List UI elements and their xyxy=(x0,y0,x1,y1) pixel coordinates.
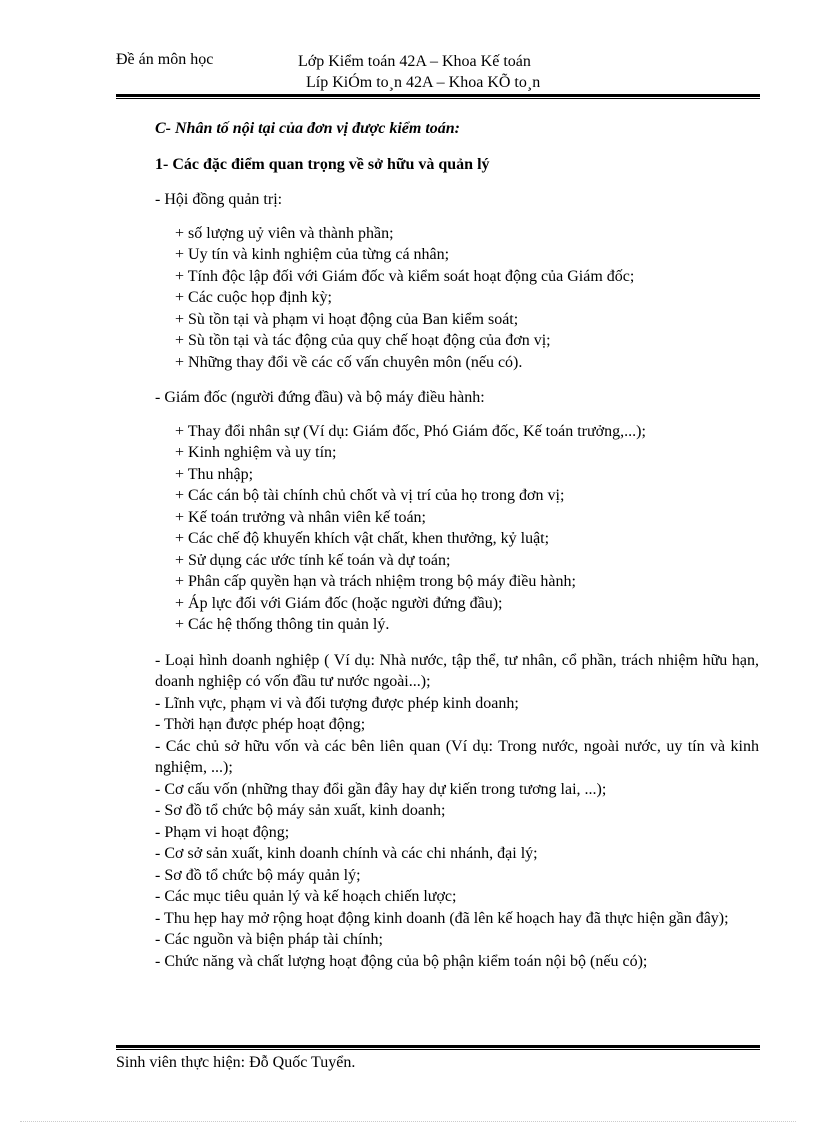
list-item: + Kinh nghiệm và uy tín; xyxy=(175,442,759,464)
list-item: - Thời hạn được phép hoạt động; xyxy=(155,714,759,736)
board-title: - Hội đồng quản trị: xyxy=(155,191,283,208)
list-item: - Sơ đồ tổ chức bộ máy sản xuất, kinh doanh; xyxy=(155,800,759,822)
list-item: + số lượng uỷ viên và thành phần; xyxy=(175,223,759,245)
page-content xyxy=(155,118,759,972)
list-item: + Các cuộc họp định kỳ; xyxy=(175,287,759,309)
list-item: - Chức năng và chất lượng hoạt động của bộ phận kiểm toán nội bộ (nếu có); xyxy=(155,951,759,973)
footer-rule-thick xyxy=(116,1045,760,1048)
page-edge-divider xyxy=(20,1121,796,1122)
header-class-line-garbled: Líp KiÓm to¸n 42A – Khoa KÕ to¸n xyxy=(306,74,541,91)
list-item: + Các hệ thống thông tin quản lý. xyxy=(175,614,759,636)
list-item: - Cơ cấu vốn (những thay đổi gần đây hay dự kiến trong tương lai, ...); xyxy=(155,779,759,801)
footer-author: Sinh viên thực hiện: Đỗ Quốc Tuyển. xyxy=(116,1054,356,1071)
list-item: + Áp lực đối với Giám đốc (hoặc người đứng đầu); xyxy=(175,593,759,615)
list-item: + Sù tồn tại và tác động của quy chế hoạt động của đơn vị; xyxy=(175,330,759,352)
board-list xyxy=(175,223,759,374)
list-item: + Sử dụng các ước tính kế toán và dự toán; xyxy=(175,550,759,572)
director-list xyxy=(175,421,759,636)
list-item: + Kế toán trưởng và nhân viên kế toán; xyxy=(175,507,759,529)
header-class-line: Lớp Kiểm toán 42A – Khoa Kế toán xyxy=(298,53,531,70)
list-item: - Các chủ sở hữu vốn và các bên liên quan (Ví dụ: Trong nước, ngoài nước, uy tín và kinh nghiệm, ...); xyxy=(155,736,759,779)
list-item: - Cơ sở sản xuất, kinh doanh chính và các chi nhánh, đại lý; xyxy=(155,843,759,865)
list-item: - Sơ đồ tổ chức bộ máy quản lý; xyxy=(155,865,759,887)
list-item: + Các cán bộ tài chính chủ chốt và vị trí của họ trong đơn vị; xyxy=(175,485,759,507)
list-item: + Thu nhập; xyxy=(175,464,759,486)
list-item: - Các nguồn và biện pháp tài chính; xyxy=(155,929,759,951)
list-item: + Phân cấp quyền hạn và trách nhiệm trong bộ máy điều hành; xyxy=(175,571,759,593)
header-rule-thin xyxy=(116,98,760,99)
list-item: - Lĩnh vực, phạm vi và đối tượng được phép kinh doanh; xyxy=(155,693,759,715)
list-item: + Tính độc lập đối với Giám đốc và kiểm soát hoạt động của Giám đốc; xyxy=(175,266,759,288)
list-item: + Thay đổi nhân sự (Ví dụ: Giám đốc, Phó Giám đốc, Kế toán trưởng,...); xyxy=(175,421,759,443)
footer-rule-thin xyxy=(116,1049,760,1050)
list-item: - Các mục tiêu quản lý và kế hoạch chiến lược; xyxy=(155,886,759,908)
list-item: + Uy tín và kinh nghiệm của từng cá nhân; xyxy=(175,244,759,266)
section-title: C- Nhân tố nội tại của đơn vị được kiểm toán: xyxy=(155,120,460,137)
header-class-info xyxy=(298,51,540,93)
list-item: - Thu hẹp hay mở rộng hoạt động kinh doanh (đã lên kế hoạch hay đã thực hiện gần đây); xyxy=(155,908,759,930)
list-item: + Các chế độ khuyến khích vật chất, khen thưởng, kỷ luật; xyxy=(175,528,759,550)
subsection-title: 1- Các đặc điểm quan trọng về sở hữu và quản lý xyxy=(155,155,490,173)
director-title: - Giám đốc (người đứng đầu) và bộ máy điều hành: xyxy=(155,389,485,406)
header-rule-thick xyxy=(116,94,760,97)
organization-list xyxy=(155,650,759,973)
list-item: - Loại hình doanh nghiệp ( Ví dụ: Nhà nước, tập thể, tư nhân, cổ phần, trách nhiệm hữu hạn, doanh nghiệp có vốn đầu tư nước ngoài...); xyxy=(155,650,759,693)
header-course-label: Đề án môn học xyxy=(116,51,214,68)
list-item: + Những thay đổi về các cố vấn chuyên môn (nếu có). xyxy=(175,352,759,374)
list-item: - Phạm vi hoạt động; xyxy=(155,822,759,844)
list-item: + Sù tồn tại và phạm vi hoạt động của Ban kiểm soát; xyxy=(175,309,759,331)
